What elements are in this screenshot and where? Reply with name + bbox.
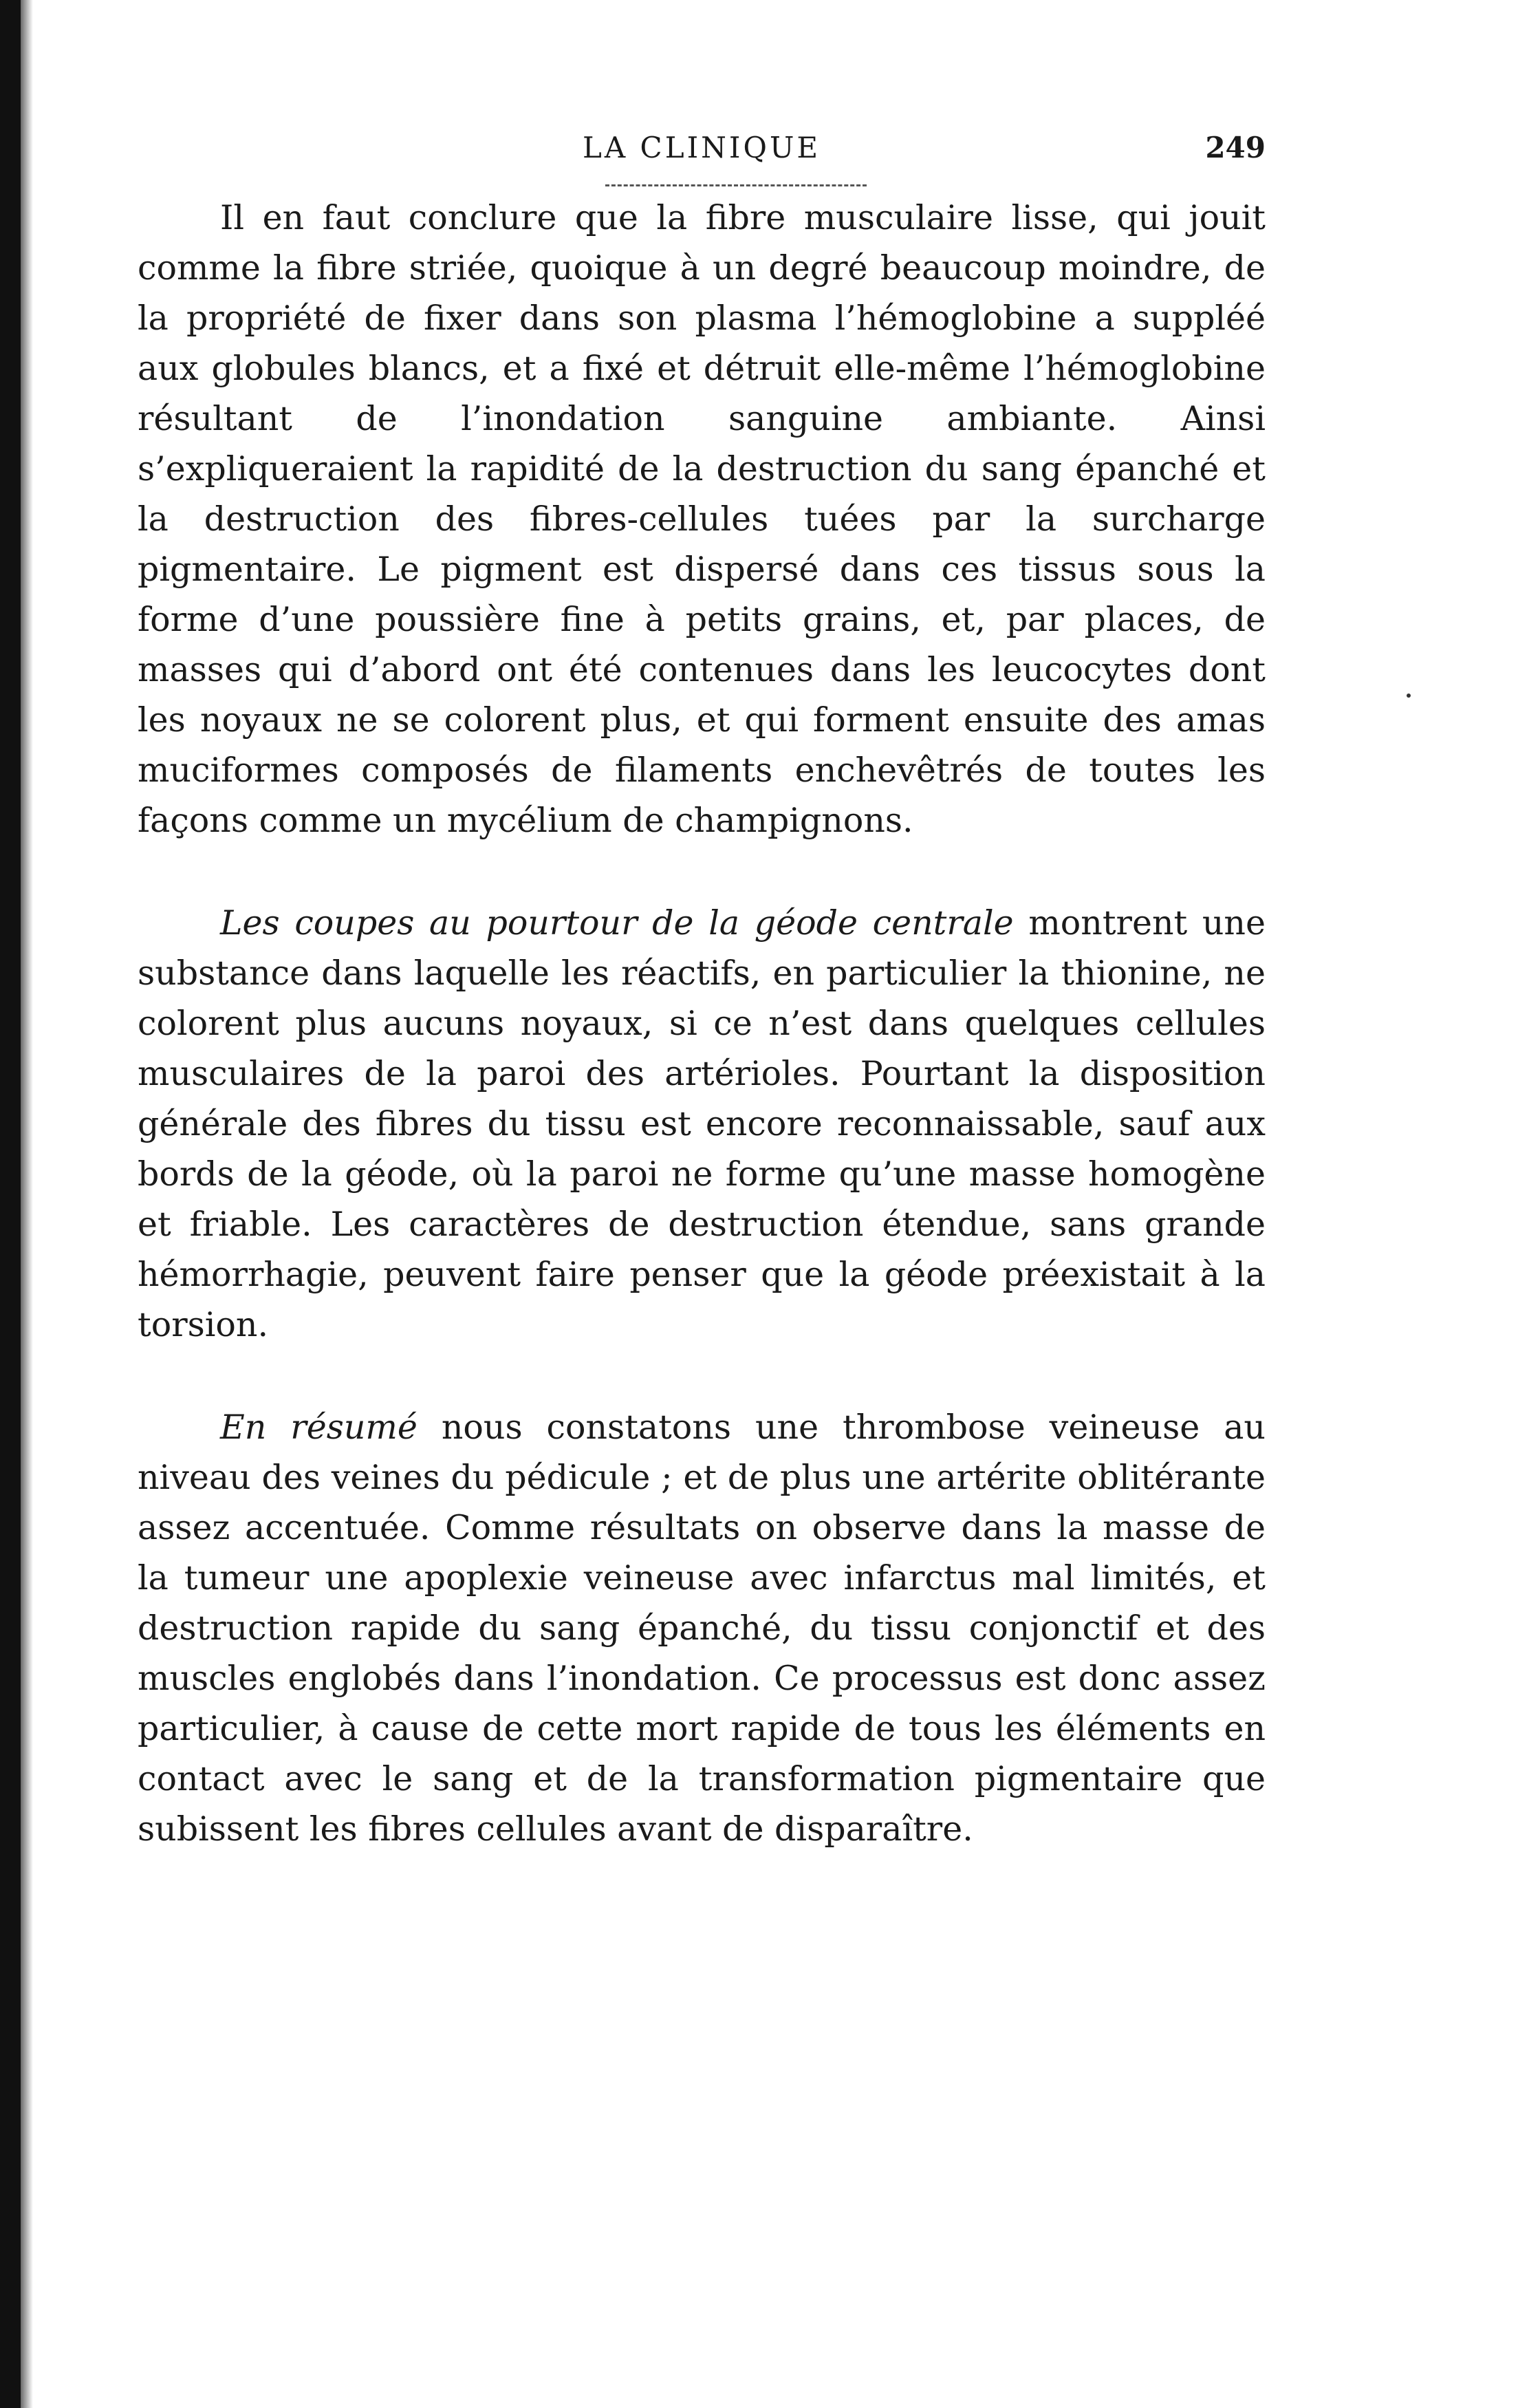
body-text [138, 193, 1266, 1854]
paragraph-coupes [138, 898, 1266, 1350]
paragraph-italic-lead: En résumé [220, 1408, 418, 1447]
paragraph-text: nous constatons une thrombose veineuse au niveau des veines du pédicule ; et de plus une artérite oblitérante assez accentuée. Comme résultats on observe dans la masse de la tumeur une apoplexie veineuse avec infarctus mal limités, et destruction rapide du sang épanché, du tissu conjonctif et des muscles englobés dans l’inondation. Ce processus est donc assez particulier, à cause de cette mort rapide de tous les éléments en contact avec le sang et de la transformation pigmentaire que subissent les fibres cellules avant de disparaître. [138, 1408, 1266, 1849]
running-title: LA CLINIQUE [582, 131, 821, 164]
paragraph-conclusion [138, 193, 1266, 846]
paragraph-text: montrent une substance dans laquelle les réactifs, en particulier la thionine, ne colorent plus aucuns noyaux, si ce n’est dans quelques cellules musculaires de la paroi des artérioles. Pourtant la disposition générale des fibres du tissu est encore reconnaissable, sauf aux bords de la géode, où la paroi ne forme qu’une masse homogène et friable. Les caractères de destruction étendue, sans grande hémorrhagie, peuvent faire penser que la géode préexistait à la torsion. [138, 903, 1266, 1344]
scan-binding-shadow [21, 0, 33, 2408]
paragraph-text: Il en faut conclure que la fibre musculaire lisse, qui jouit comme la fibre striée, quoique à un degré beaucoup moindre, de la propriété de fixer dans son plasma l’hémoglobine a suppléé aux globules blancs, et a fixé et détruit elle-même l’hémoglobine résultant de l’inondation sanguine ambiante. Ainsi s’expliqueraient la rapidité de la destruction du sang épanché et la destruction des fibres-cellules tuées par la surcharge pigmentaire. Le pigment est dispersé dans ces tissus sous la forme d’une poussière fine à petits grains, et, par places, de masses qui d’abord ont été contenues dans les leucocytes dont les noyaux ne se colorent plus, et qui forment ensuite des amas muciformes composés de filaments enchevêtrés de toutes les façons comme un mycélium de champignons. [138, 198, 1266, 840]
running-head [138, 117, 1266, 172]
scan-binding-edge [0, 0, 21, 2408]
page-number: 249 [1205, 131, 1266, 164]
paragraph-resume [138, 1402, 1266, 1854]
scan-speck [1407, 694, 1411, 698]
paragraph-italic-lead: Les coupes au pourtour de la géode centrale [220, 903, 1014, 943]
header-rule [605, 184, 867, 186]
book-page [138, 117, 1266, 1906]
